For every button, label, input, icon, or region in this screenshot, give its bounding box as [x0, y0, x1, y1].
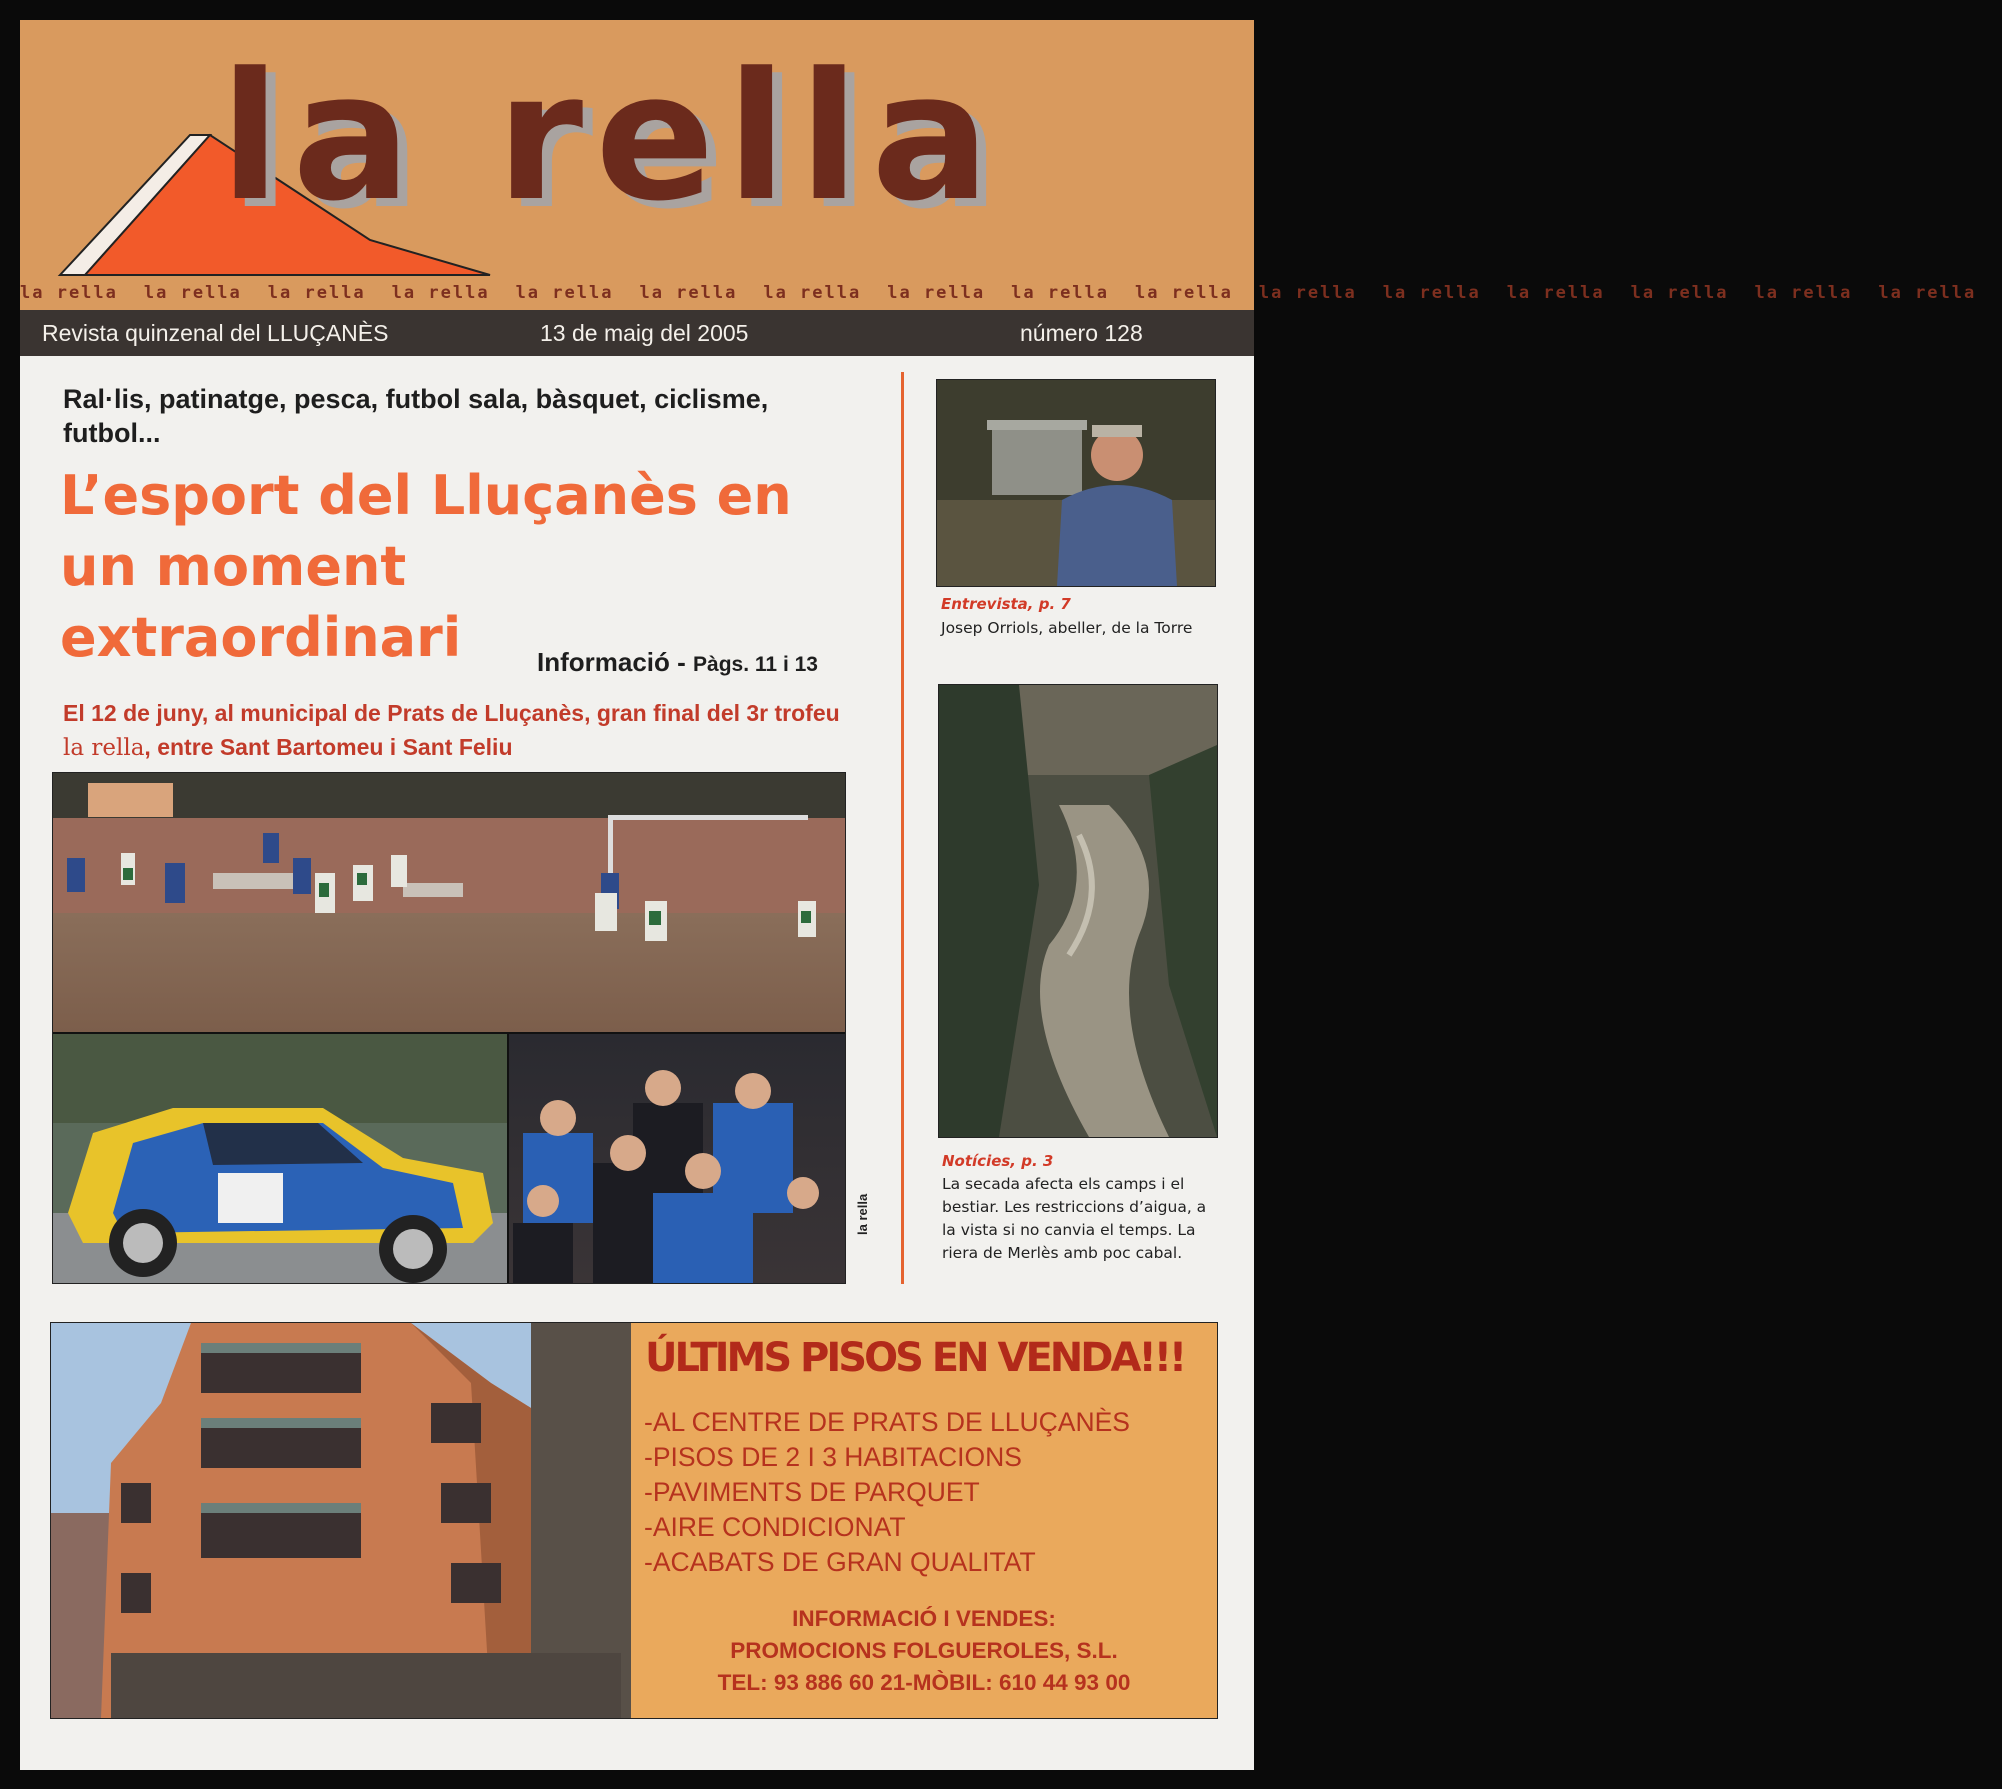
- interview-section: Entrevista, p. 7: [941, 595, 1071, 613]
- magazine-cover: [20, 20, 1977, 1770]
- ad-company: PROMOCIONS FOLGUEROLES, S.L.: [730, 1638, 1118, 1663]
- photo-credit: la rella: [855, 1193, 870, 1235]
- logo-repeat-item: la rella: [1258, 283, 1357, 303]
- ad-feature-item: -ACABATS DE GRAN QUALITAT: [644, 1547, 1036, 1577]
- ad-features: [644, 1405, 1130, 1580]
- info-tag: Informació - Pàgs. 11 i 13: [537, 647, 818, 677]
- info-bar: [20, 310, 1254, 356]
- info-label: Informació: [537, 647, 670, 677]
- ad-contact-label: INFORMACIÓ I VENDES:: [792, 1606, 1056, 1631]
- logo-repeat-item: la rella: [267, 283, 366, 303]
- logo-repeat-strip: [20, 278, 1977, 308]
- news-caption: La secada afecta els camps i el bestiar. Les restriccions d’aigua, a la vista si no canvia el temps. La riera de Merlès amb poc cabal.: [942, 1175, 1207, 1262]
- sports-photo-collage: [52, 772, 846, 1284]
- issue-date: 13 de maig del 2005: [540, 320, 749, 346]
- river-photo: [938, 684, 1218, 1138]
- logo-repeat-item: la rella: [763, 283, 862, 303]
- logo-wordmark: la rella: [220, 35, 1002, 240]
- logo-repeat-item: la rella: [515, 283, 614, 303]
- logo-repeat-item: la rella: [1506, 283, 1605, 303]
- logo-repeat-item: la rella: [1135, 283, 1233, 303]
- logo-repeat-item: la rella: [639, 283, 738, 303]
- logo-repeat-item: la rella: [1878, 283, 1977, 303]
- football-and-rally-photos: [53, 773, 845, 1283]
- interview-photo: [936, 379, 1216, 587]
- subhead-text-end: , entre Sant Bartomeu i Sant Feliu: [144, 734, 513, 760]
- ad-feature-item: -PAVIMENTS DE PARQUET: [644, 1477, 980, 1507]
- building-photo: [51, 1323, 631, 1718]
- tagline: Revista quinzenal del LLUÇANÈS: [42, 320, 389, 346]
- info-pages: Pàgs. 11 i 13: [693, 653, 818, 676]
- logo-repeat-item: la rella: [391, 283, 490, 303]
- ad-feature-item: -PISOS DE 2 I 3 HABITACIONS: [644, 1442, 1022, 1472]
- kicker: Ral·lis, patinatge, pesca, futbol sala, bàsquet, ciclisme, futbol...: [63, 384, 769, 448]
- real-estate-ad: [50, 1322, 1218, 1719]
- logo-repeat-item: la rella: [1382, 283, 1481, 303]
- logo-repeat-item: la rella: [1630, 283, 1729, 303]
- logo-repeat-item: la rella: [887, 283, 986, 303]
- logo-repeat-item: la rella: [1754, 283, 1853, 303]
- interview-caption: Josep Orriols, abeller, de la Torre: [941, 619, 1193, 637]
- logo-repeat-item: la rella: [20, 283, 118, 303]
- masthead: [20, 20, 1977, 310]
- ad-feature-item: -AIRE CONDICIONAT: [644, 1512, 906, 1542]
- logo-repeat-item: la rella: [1011, 283, 1110, 303]
- ad-phones: TEL: 93 886 60 21-MÒBIL: 610 44 93 00: [717, 1670, 1131, 1695]
- logo-repeat-item: la rella: [143, 283, 242, 303]
- ad-title: ÚLTIMS PISOS EN VENDA!!!: [645, 1335, 1185, 1381]
- subhead: [63, 696, 863, 765]
- headline: L’esport del Lluçanès en un moment extraordinari: [60, 464, 792, 669]
- news-section: Notícies, p. 3: [942, 1152, 1054, 1170]
- column-divider: [901, 372, 904, 1284]
- subhead-text: El 12 de juny, al municipal de Prats de Lluçanès, gran final del 3r trofeu: [63, 700, 840, 726]
- ad-feature-item: -AL CENTRE DE PRATS DE LLUÇANÈS: [644, 1407, 1130, 1437]
- subhead-brand: la rella: [63, 735, 145, 761]
- issue-number: número 128: [1020, 320, 1143, 346]
